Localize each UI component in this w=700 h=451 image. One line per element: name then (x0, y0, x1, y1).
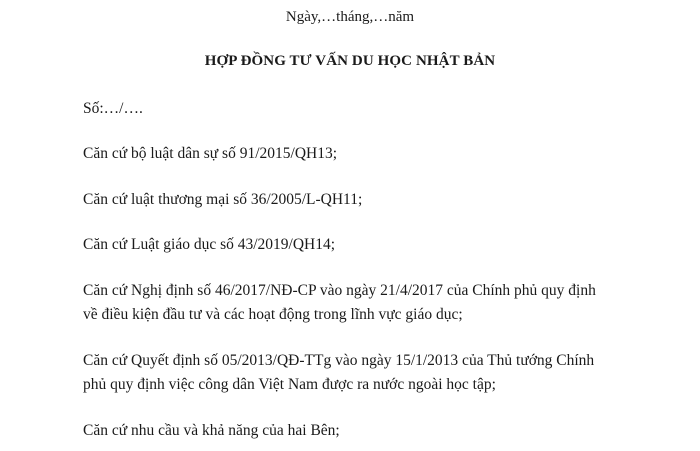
contract-number-line: Số:…/…. (83, 100, 143, 117)
legal-basis-commercial-law: Căn cứ luật thương mại số 36/2005/L-QH11; (83, 191, 363, 208)
legal-basis-decision-line-1: Căn cứ Quyết định số 05/2013/QĐ-TTg vào ngày 15/1/2013 của Thủ tướng Chính (83, 352, 595, 369)
contract-title: HỢP ĐỒNG TƯ VẤN DU HỌC NHẬT BẢN (204, 53, 496, 69)
legal-basis-decree-line-2: về điều kiện đầu tư và các hoạt động trong lĩnh vực giáo dục; (83, 306, 463, 323)
legal-basis-decision-line-2: phủ quy định việc công dân Việt Nam được ra nước ngoài học tập; (83, 376, 496, 393)
date-line: Ngày,…tháng,…năm (285, 9, 415, 25)
legal-basis-education-law: Căn cứ Luật giáo dục số 43/2019/QH14; (83, 236, 336, 253)
legal-basis-civil-code: Căn cứ bộ luật dân sự số 91/2015/QH13; (83, 145, 338, 162)
legal-basis-mutual-needs: Căn cứ nhu cầu và khả năng của hai Bên; (83, 422, 340, 439)
legal-basis-decree-line-1: Căn cứ Nghị định số 46/2017/NĐ-CP vào ngày 21/4/2017 của Chính phủ quy định (83, 282, 596, 299)
